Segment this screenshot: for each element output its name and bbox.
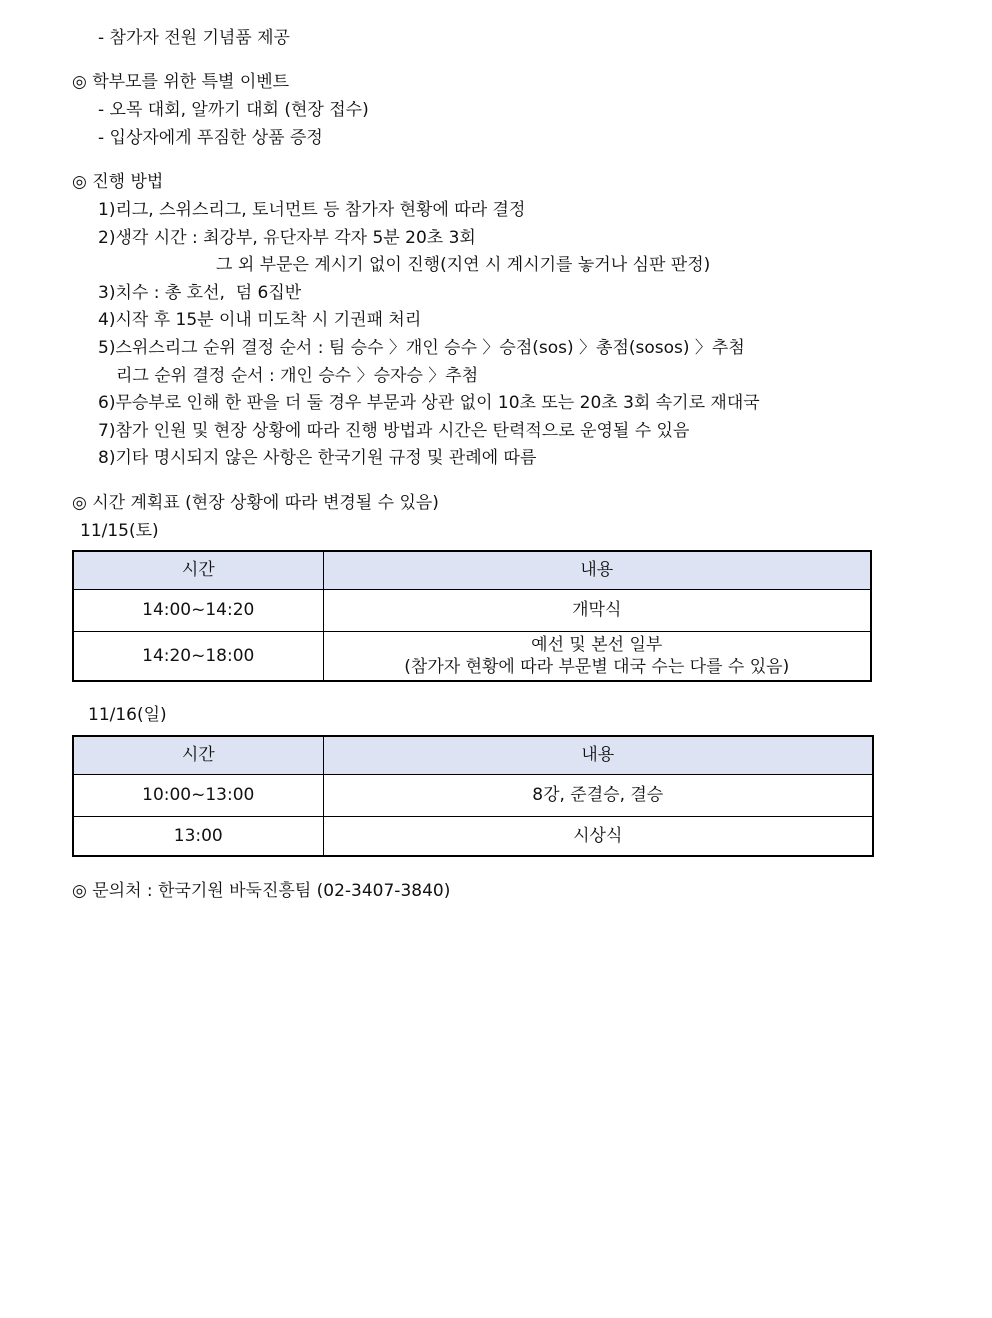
rule-4: 4)시작 후 15분 이내 미도착 시 기권패 처리 (98, 310, 422, 330)
rule-1: 1)리그, 스위스리그, 토너먼트 등 참가자 현황에 따라 결정 (98, 200, 526, 220)
table-row (73, 631, 871, 681)
table-row (73, 589, 871, 631)
contact-line: ◎ 문의처 : 한국기원 바둑진흥팀 (02-3407-3840) (72, 881, 451, 901)
rule-6: 6)무승부로 인해 한 판을 더 둘 경우 부문과 상관 없이 10초 또는 20초 3회 속기로 재대국 (98, 393, 760, 413)
event-line-1: - 오목 대회, 알까기 대회 (현장 접수) (98, 100, 369, 120)
row-content: 개막식 (323, 589, 871, 631)
header-content: 내용 (323, 551, 871, 589)
row-content-main: 예선 및 본선 일부 (531, 634, 663, 655)
rule-2: 2)생각 시간 : 최강부, 유단자부 각자 5분 20초 3회 (98, 228, 476, 248)
table-row (73, 816, 873, 856)
rule-5: 5)스위스리그 순위 결정 순서 : 팀 승수 〉개인 승수 〉승점(sos) 〉총점(sosos) 〉추첨 (98, 338, 745, 358)
schedule-table-day-1 (72, 550, 872, 682)
section-heading-parent-event: ◎ 학부모를 위한 특별 이벤트 (72, 72, 290, 92)
event-line-2: - 입상자에게 푸짐한 상품 증정 (98, 128, 323, 148)
rule-7: 7)참가 인원 및 현장 상황에 따라 진행 방법과 시간은 탄력적으로 운영될 수 있음 (98, 421, 690, 441)
schedule-table-day-2 (72, 735, 874, 857)
rule-5-continued: 리그 순위 결정 순서 : 개인 승수 〉승자승 〉추첨 (116, 366, 479, 386)
rule-2-continued: 그 외 부문은 계시기 없이 진행(지연 시 계시기를 놓거나 심판 판정) (216, 255, 711, 275)
date-day-2: 11/16(일) (88, 705, 167, 725)
souvenir-line: - 참가자 전원 기념품 제공 (98, 28, 290, 48)
row-time: 10:00~13:00 (73, 774, 323, 816)
header-time: 시간 (73, 551, 323, 589)
date-day-1: 11/15(토) (80, 521, 159, 541)
row-time: 14:00~14:20 (73, 589, 323, 631)
table-header-row (73, 551, 871, 589)
header-time: 시간 (73, 736, 323, 774)
row-time: 14:20~18:00 (73, 631, 323, 681)
rule-8: 8)기타 명시되지 않은 사항은 한국기원 규정 및 관례에 따름 (98, 448, 537, 468)
rule-3: 3)치수 : 총 호선, 덤 6집반 (98, 283, 302, 303)
row-time: 13:00 (73, 816, 323, 856)
row-content: 8강, 준결승, 결승 (323, 774, 873, 816)
header-content: 내용 (323, 736, 873, 774)
row-content: 시상식 (323, 816, 873, 856)
row-content (323, 631, 871, 681)
row-content-note: (참가자 현황에 따라 부문별 대국 수는 다를 수 있음) (404, 656, 790, 677)
section-heading-rules: ◎ 진행 방법 (72, 172, 164, 192)
table-header-row (73, 736, 873, 774)
section-heading-timetable: ◎ 시간 계획표 (현장 상황에 따라 변경될 수 있음) (72, 493, 439, 513)
table-row (73, 774, 873, 816)
